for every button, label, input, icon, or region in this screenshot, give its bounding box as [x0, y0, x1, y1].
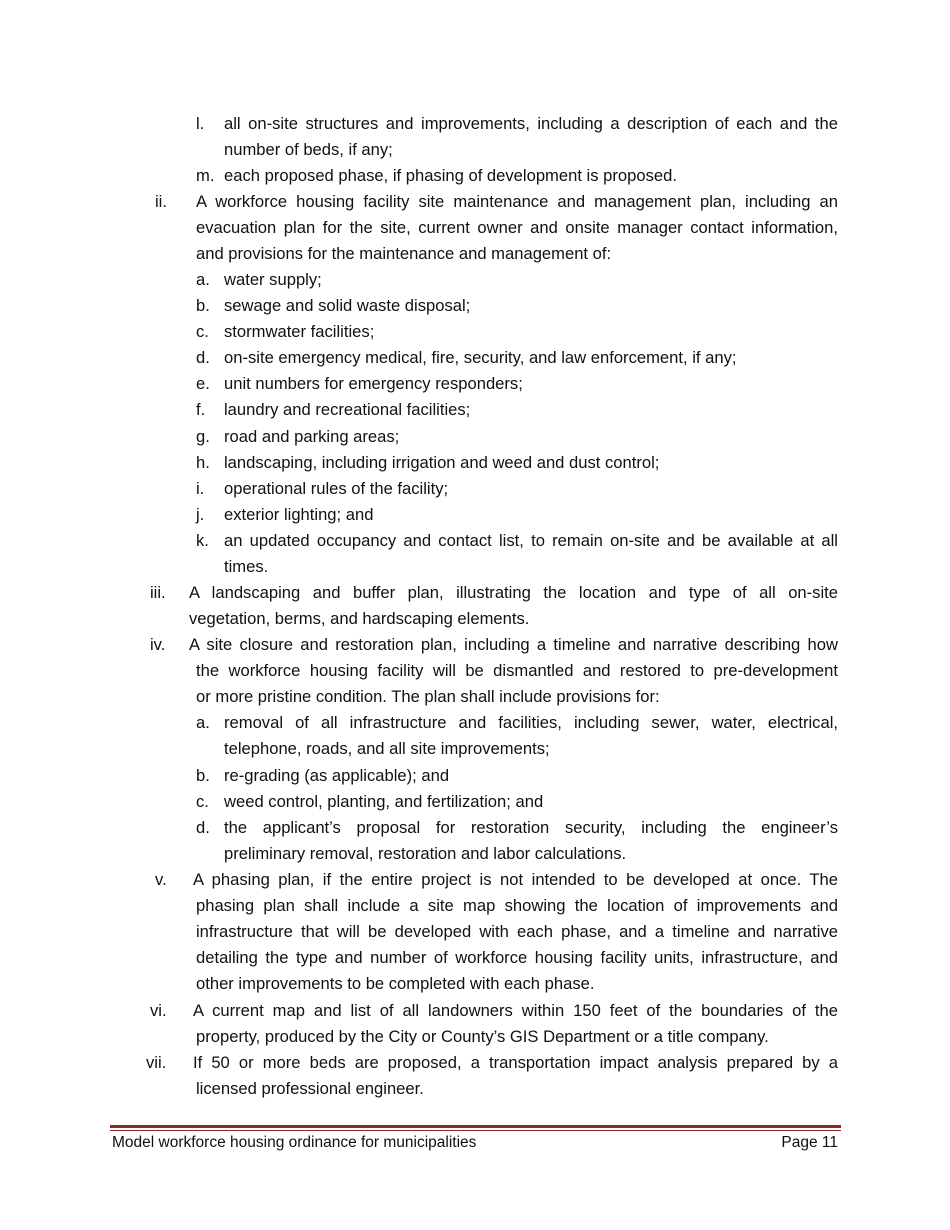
list-item-text: number of beds, if any;	[224, 140, 393, 159]
list-item-text: stormwater facilities;	[224, 322, 375, 341]
list-marker: b.	[196, 766, 210, 785]
section-text: and provisions for the maintenance and management of:	[196, 244, 612, 263]
list-item-text: weed control, planting, and fertilization; and	[224, 792, 544, 811]
list-item-text: unit numbers for emergency responders;	[224, 374, 523, 393]
list-marker: a.	[196, 713, 210, 732]
section-marker: vii.	[146, 1053, 167, 1072]
section-text: vegetation, berms, and hardscaping elements.	[189, 609, 530, 628]
section-marker: vi.	[150, 1001, 167, 1020]
section-text: the workforce housing facility will be dismantled and restored to pre-development	[196, 661, 838, 680]
section-text: evacuation plan for the site, current owner and onsite manager contact information,	[196, 218, 838, 237]
section-marker: ii.	[155, 192, 167, 211]
section-text: A landscaping and buffer plan, illustrating the location and type of all on-site	[189, 583, 838, 602]
section-text: or more pristine condition. The plan shall include provisions for:	[196, 687, 660, 706]
list-marker: e.	[196, 374, 210, 393]
section-text: infrastructure that will be developed with each phase, and a timeline and narrative	[196, 922, 838, 941]
section-marker: iii.	[150, 583, 166, 602]
footer-title: Model workforce housing ordinance for municipalities	[112, 1134, 477, 1151]
section-text: detailing the type and number of workforce housing facility units, infrastructure, and	[196, 948, 838, 967]
section-text: A phasing plan, if the entire project is not intended to be developed at once. The	[193, 870, 838, 889]
list-item-text: preliminary removal, restoration and labor calculations.	[224, 844, 627, 863]
list-item-text: landscaping, including irrigation and weed and dust control;	[224, 453, 660, 472]
list-item-text: laundry and recreational facilities;	[224, 400, 471, 419]
list-item-text: telephone, roads, and all site improvements;	[224, 739, 550, 758]
list-marker: i.	[196, 479, 205, 498]
section-text: A site closure and restoration plan, including a timeline and narrative describing how	[189, 635, 838, 654]
list-marker: d.	[196, 348, 210, 367]
list-marker: l.	[196, 114, 205, 133]
section-text: licensed professional engineer.	[196, 1079, 424, 1098]
page-number: Page 11	[781, 1134, 838, 1151]
footer-rule	[110, 1125, 841, 1128]
list-item-text: road and parking areas;	[224, 427, 400, 446]
section-text: A workforce housing facility site maintenance and management plan, including an	[196, 192, 838, 211]
list-marker: h.	[196, 453, 210, 472]
list-item-text: operational rules of the facility;	[224, 479, 449, 498]
section-text: other improvements to be completed with each phase.	[196, 974, 595, 993]
list-marker: m.	[196, 166, 215, 185]
list-item-text: an updated occupancy and contact list, to remain on-site and be available at all	[224, 531, 838, 550]
list-item-text: sewage and solid waste disposal;	[224, 296, 471, 315]
list-marker: k.	[196, 531, 209, 550]
list-item-text: all on-site structures and improvements, including a description of each and the	[224, 114, 838, 133]
section-text: A current map and list of all landowners within 150 feet of the boundaries of the	[193, 1001, 838, 1020]
list-marker: g.	[196, 427, 210, 446]
list-item-text: the applicant’s proposal for restoration security, including the engineer’s	[224, 818, 838, 837]
list-item-text: on-site emergency medical, fire, security, and law enforcement, if any;	[224, 348, 737, 367]
list-item-text: water supply;	[224, 270, 322, 289]
list-marker: j.	[196, 505, 205, 524]
section-marker: iv.	[150, 635, 166, 654]
list-marker: f.	[196, 400, 206, 419]
list-marker: d.	[196, 818, 210, 837]
list-item-text: re-grading (as applicable); and	[224, 766, 450, 785]
list-item-text: times.	[224, 557, 269, 576]
list-marker: b.	[196, 296, 210, 315]
list-marker: c.	[196, 322, 209, 341]
section-text: If 50 or more beds are proposed, a transportation impact analysis prepared by a	[193, 1053, 838, 1072]
list-item-text: removal of all infrastructure and facilities, including sewer, water, electrical,	[224, 713, 838, 732]
footer-rule-thin	[110, 1130, 841, 1131]
section-marker: v.	[155, 870, 167, 889]
list-item-text: exterior lighting; and	[224, 505, 374, 524]
list-marker: c.	[196, 792, 209, 811]
section-text: phasing plan shall include a site map showing the location of improvements and	[196, 896, 838, 915]
list-item-text: each proposed phase, if phasing of development is proposed.	[224, 166, 677, 185]
section-text: property, produced by the City or County’s GIS Department or a title company.	[196, 1027, 769, 1046]
list-marker: a.	[196, 270, 210, 289]
